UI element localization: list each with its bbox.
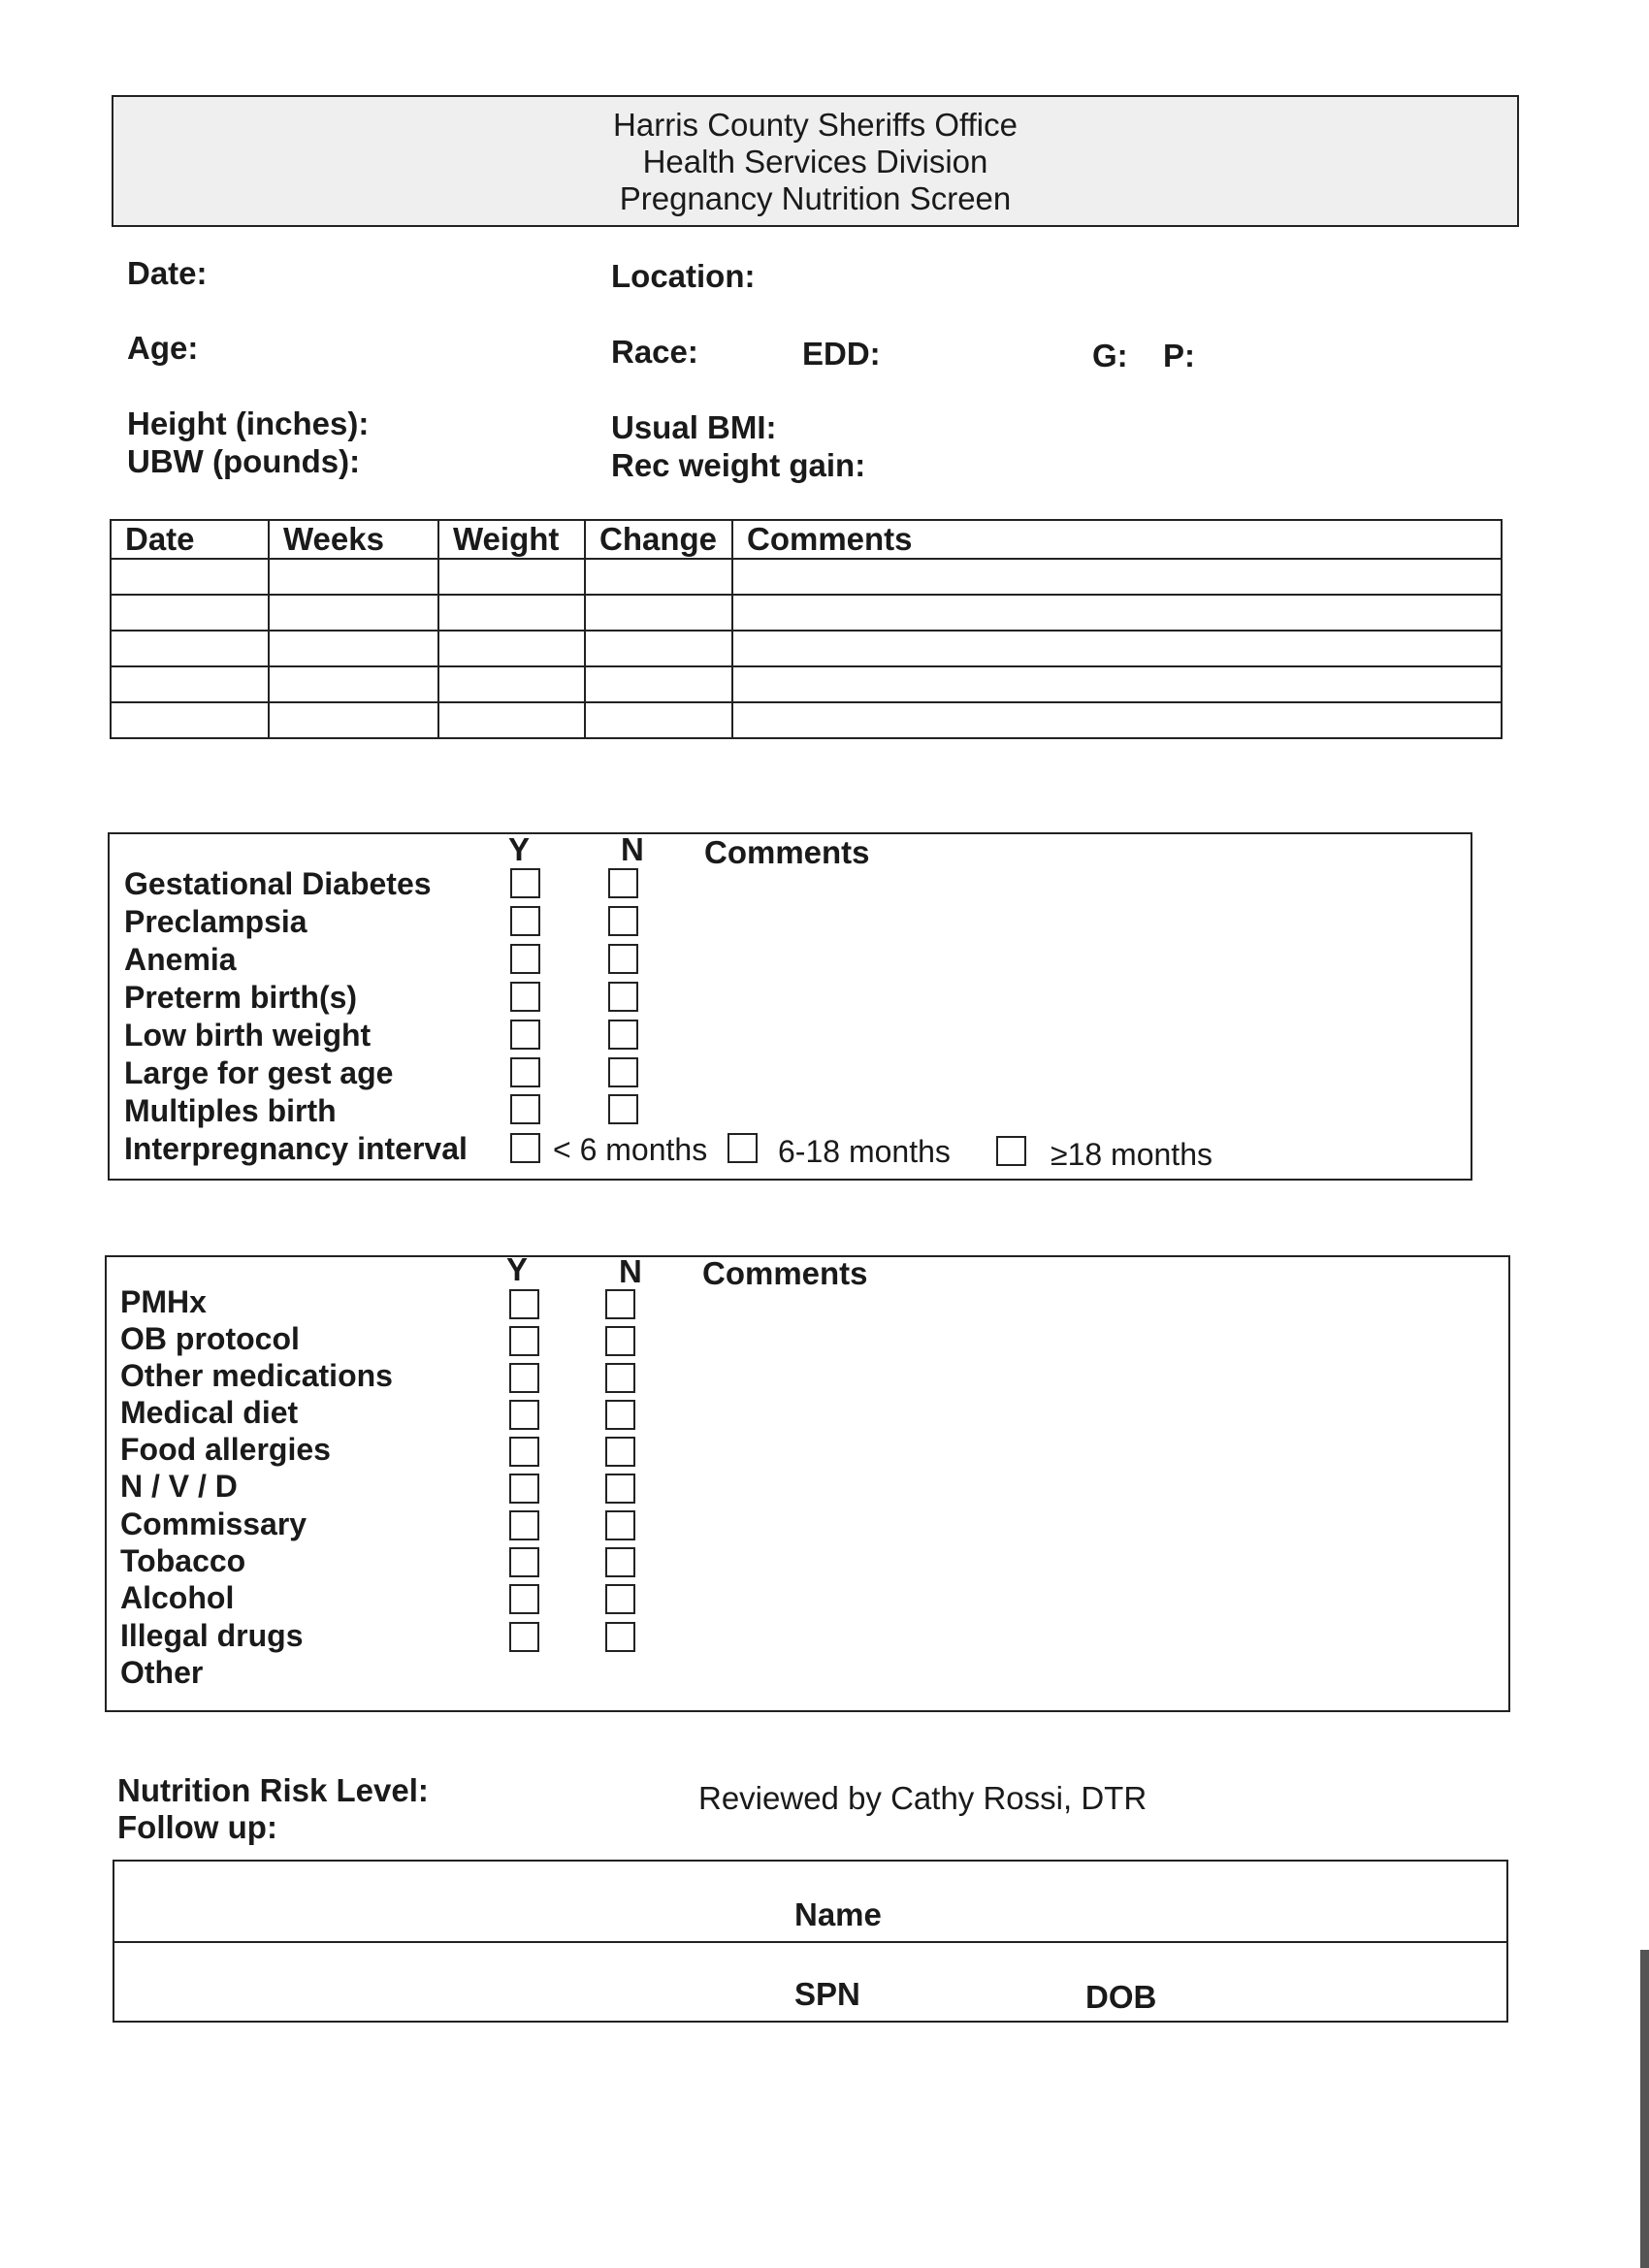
anemia-yes-checkbox[interactable] — [510, 944, 540, 974]
form-header — [112, 95, 1519, 227]
other-medications-label: Other medications — [120, 1358, 393, 1393]
low-birth-weight-yes-checkbox[interactable] — [510, 1020, 540, 1050]
table-row — [111, 631, 1502, 666]
medical-comments-header: Comments — [702, 1255, 868, 1291]
other-medications-yes-checkbox[interactable] — [509, 1363, 539, 1393]
interval-6-18-months-checkbox[interactable] — [728, 1133, 758, 1163]
low-birth-weight-label: Low birth weight — [124, 1018, 372, 1053]
table-row — [111, 595, 1502, 631]
weight-log-table — [110, 519, 1503, 739]
header-form-title: Pregnancy Nutrition Screen — [619, 180, 1012, 216]
medical-n-header: N — [619, 1253, 642, 1289]
date-label: Date: — [127, 255, 208, 291]
table-row — [111, 702, 1502, 738]
weight-cell[interactable] — [438, 666, 585, 702]
gestational-diabetes-label: Gestational Diabetes — [124, 866, 432, 901]
comments-cell[interactable] — [732, 631, 1502, 666]
nutrition-risk-level-label: Nutrition Risk Level: — [117, 1772, 429, 1808]
multiples-birth-no-checkbox[interactable] — [608, 1094, 638, 1124]
weeks-cell[interactable] — [269, 559, 438, 595]
interval-under-6-months-checkbox[interactable] — [510, 1133, 540, 1163]
change-cell[interactable] — [585, 595, 732, 631]
reviewed-by-text: Reviewed by Cathy Rossi, DTR — [698, 1780, 1148, 1816]
name-label: Name — [794, 1896, 882, 1932]
interval-18-plus-months-checkbox[interactable] — [996, 1136, 1026, 1166]
medical-diet-yes-checkbox[interactable] — [509, 1400, 539, 1430]
history-y-header: Y — [508, 831, 531, 867]
change-cell[interactable] — [585, 702, 732, 738]
ubw-label: UBW (pounds): — [127, 443, 361, 479]
rec-weight-gain-label: Rec weight gain: — [611, 447, 866, 483]
illegal-drugs-yes-checkbox[interactable] — [509, 1622, 539, 1652]
interpregnancy-interval-label: Interpregnancy interval — [124, 1131, 468, 1166]
comments-cell[interactable] — [732, 666, 1502, 702]
history-comments-header: Comments — [704, 834, 870, 870]
dob-label: DOB — [1085, 1979, 1157, 2015]
change-cell[interactable] — [585, 559, 732, 595]
ob-protocol-no-checkbox[interactable] — [605, 1326, 635, 1356]
gestational-diabetes-no-checkbox[interactable] — [608, 868, 638, 898]
other-label: Other — [120, 1655, 204, 1690]
date-cell[interactable] — [111, 631, 269, 666]
preterm-births-yes-checkbox[interactable] — [510, 982, 540, 1012]
follow-up-label: Follow up: — [117, 1809, 277, 1845]
change-cell[interactable] — [585, 631, 732, 666]
preterm-births-no-checkbox[interactable] — [608, 982, 638, 1012]
scan-edge-shadow — [1640, 1950, 1649, 2268]
header-division: Health Services Division — [642, 144, 988, 179]
location-label: Location: — [611, 258, 756, 294]
weight-cell[interactable] — [438, 559, 585, 595]
medical-y-header: Y — [506, 1251, 529, 1287]
commissary-no-checkbox[interactable] — [605, 1510, 635, 1540]
interval-under-6-months-label: < 6 months — [553, 1132, 708, 1167]
medical-diet-label: Medical diet — [120, 1395, 299, 1430]
pmhx-yes-checkbox[interactable] — [509, 1289, 539, 1319]
preclampsia-yes-checkbox[interactable] — [510, 906, 540, 936]
food-allergies-no-checkbox[interactable] — [605, 1437, 635, 1467]
change-cell[interactable] — [585, 666, 732, 702]
weight-cell[interactable] — [438, 595, 585, 631]
anemia-label: Anemia — [124, 942, 237, 977]
commissary-yes-checkbox[interactable] — [509, 1510, 539, 1540]
alcohol-label: Alcohol — [120, 1580, 235, 1615]
table-row — [111, 559, 1502, 595]
p-label: P: — [1163, 338, 1195, 373]
large-for-gest-age-no-checkbox[interactable] — [608, 1057, 638, 1087]
date-cell[interactable] — [111, 559, 269, 595]
patient-id-divider — [114, 1941, 1506, 1943]
race-label: Race: — [611, 334, 698, 370]
interval-6-18-months-label: 6-18 months — [778, 1134, 951, 1169]
weeks-cell[interactable] — [269, 666, 438, 702]
edd-label: EDD: — [802, 336, 881, 372]
interval-18-plus-months-label: ≥18 months — [1051, 1137, 1212, 1172]
date-cell[interactable] — [111, 595, 269, 631]
col-header-change: Change — [585, 520, 732, 559]
weeks-cell[interactable] — [269, 631, 438, 666]
preterm-births-label: Preterm birth(s) — [124, 980, 358, 1015]
alcohol-no-checkbox[interactable] — [605, 1584, 635, 1614]
food-allergies-yes-checkbox[interactable] — [509, 1437, 539, 1467]
date-cell[interactable] — [111, 702, 269, 738]
medical-section — [105, 1255, 1510, 1712]
comments-cell[interactable] — [732, 595, 1502, 631]
food-allergies-label: Food allergies — [120, 1432, 331, 1467]
tobacco-label: Tobacco — [120, 1543, 246, 1578]
pmhx-no-checkbox[interactable] — [605, 1289, 635, 1319]
spn-label: SPN — [794, 1976, 860, 2012]
tobacco-yes-checkbox[interactable] — [509, 1547, 539, 1577]
history-n-header: N — [621, 831, 644, 867]
date-cell[interactable] — [111, 666, 269, 702]
other-medications-no-checkbox[interactable] — [605, 1363, 635, 1393]
large-for-gest-age-label: Large for gest age — [124, 1055, 394, 1090]
preclampsia-label: Preclampsia — [124, 904, 307, 939]
large-for-gest-age-yes-checkbox[interactable] — [510, 1057, 540, 1087]
col-header-comments: Comments — [732, 520, 1502, 559]
usual-bmi-label: Usual BMI: — [611, 409, 777, 445]
illegal-drugs-label: Illegal drugs — [120, 1618, 304, 1653]
comments-cell[interactable] — [732, 702, 1502, 738]
weeks-cell[interactable] — [269, 595, 438, 631]
height-label: Height (inches): — [127, 405, 370, 441]
col-header-weight: Weight — [438, 520, 585, 559]
nvd-no-checkbox[interactable] — [605, 1474, 635, 1504]
weight-cell[interactable] — [438, 631, 585, 666]
header-organization: Harris County Sheriffs Office — [613, 107, 1018, 143]
tobacco-no-checkbox[interactable] — [605, 1547, 635, 1577]
multiples-birth-label: Multiples birth — [124, 1093, 337, 1128]
nvd-yes-checkbox[interactable] — [509, 1474, 539, 1504]
weight-cell[interactable] — [438, 702, 585, 738]
comments-cell[interactable] — [732, 559, 1502, 595]
g-label: G: — [1092, 338, 1128, 373]
preclampsia-no-checkbox[interactable] — [608, 906, 638, 936]
multiples-birth-yes-checkbox[interactable] — [510, 1094, 540, 1124]
pmhx-label: PMHx — [120, 1284, 207, 1319]
age-label: Age: — [127, 330, 199, 366]
commissary-label: Commissary — [120, 1507, 307, 1541]
weight-table-header-row — [111, 520, 1502, 559]
table-row — [111, 666, 1502, 702]
low-birth-weight-no-checkbox[interactable] — [608, 1020, 638, 1050]
anemia-no-checkbox[interactable] — [608, 944, 638, 974]
gestational-diabetes-yes-checkbox[interactable] — [510, 868, 540, 898]
medical-diet-no-checkbox[interactable] — [605, 1400, 635, 1430]
col-header-weeks: Weeks — [269, 520, 438, 559]
nvd-label: N / V / D — [120, 1469, 238, 1504]
illegal-drugs-no-checkbox[interactable] — [605, 1622, 635, 1652]
weeks-cell[interactable] — [269, 702, 438, 738]
col-header-date: Date — [111, 520, 269, 559]
alcohol-yes-checkbox[interactable] — [509, 1584, 539, 1614]
ob-protocol-yes-checkbox[interactable] — [509, 1326, 539, 1356]
ob-protocol-label: OB protocol — [120, 1321, 300, 1356]
